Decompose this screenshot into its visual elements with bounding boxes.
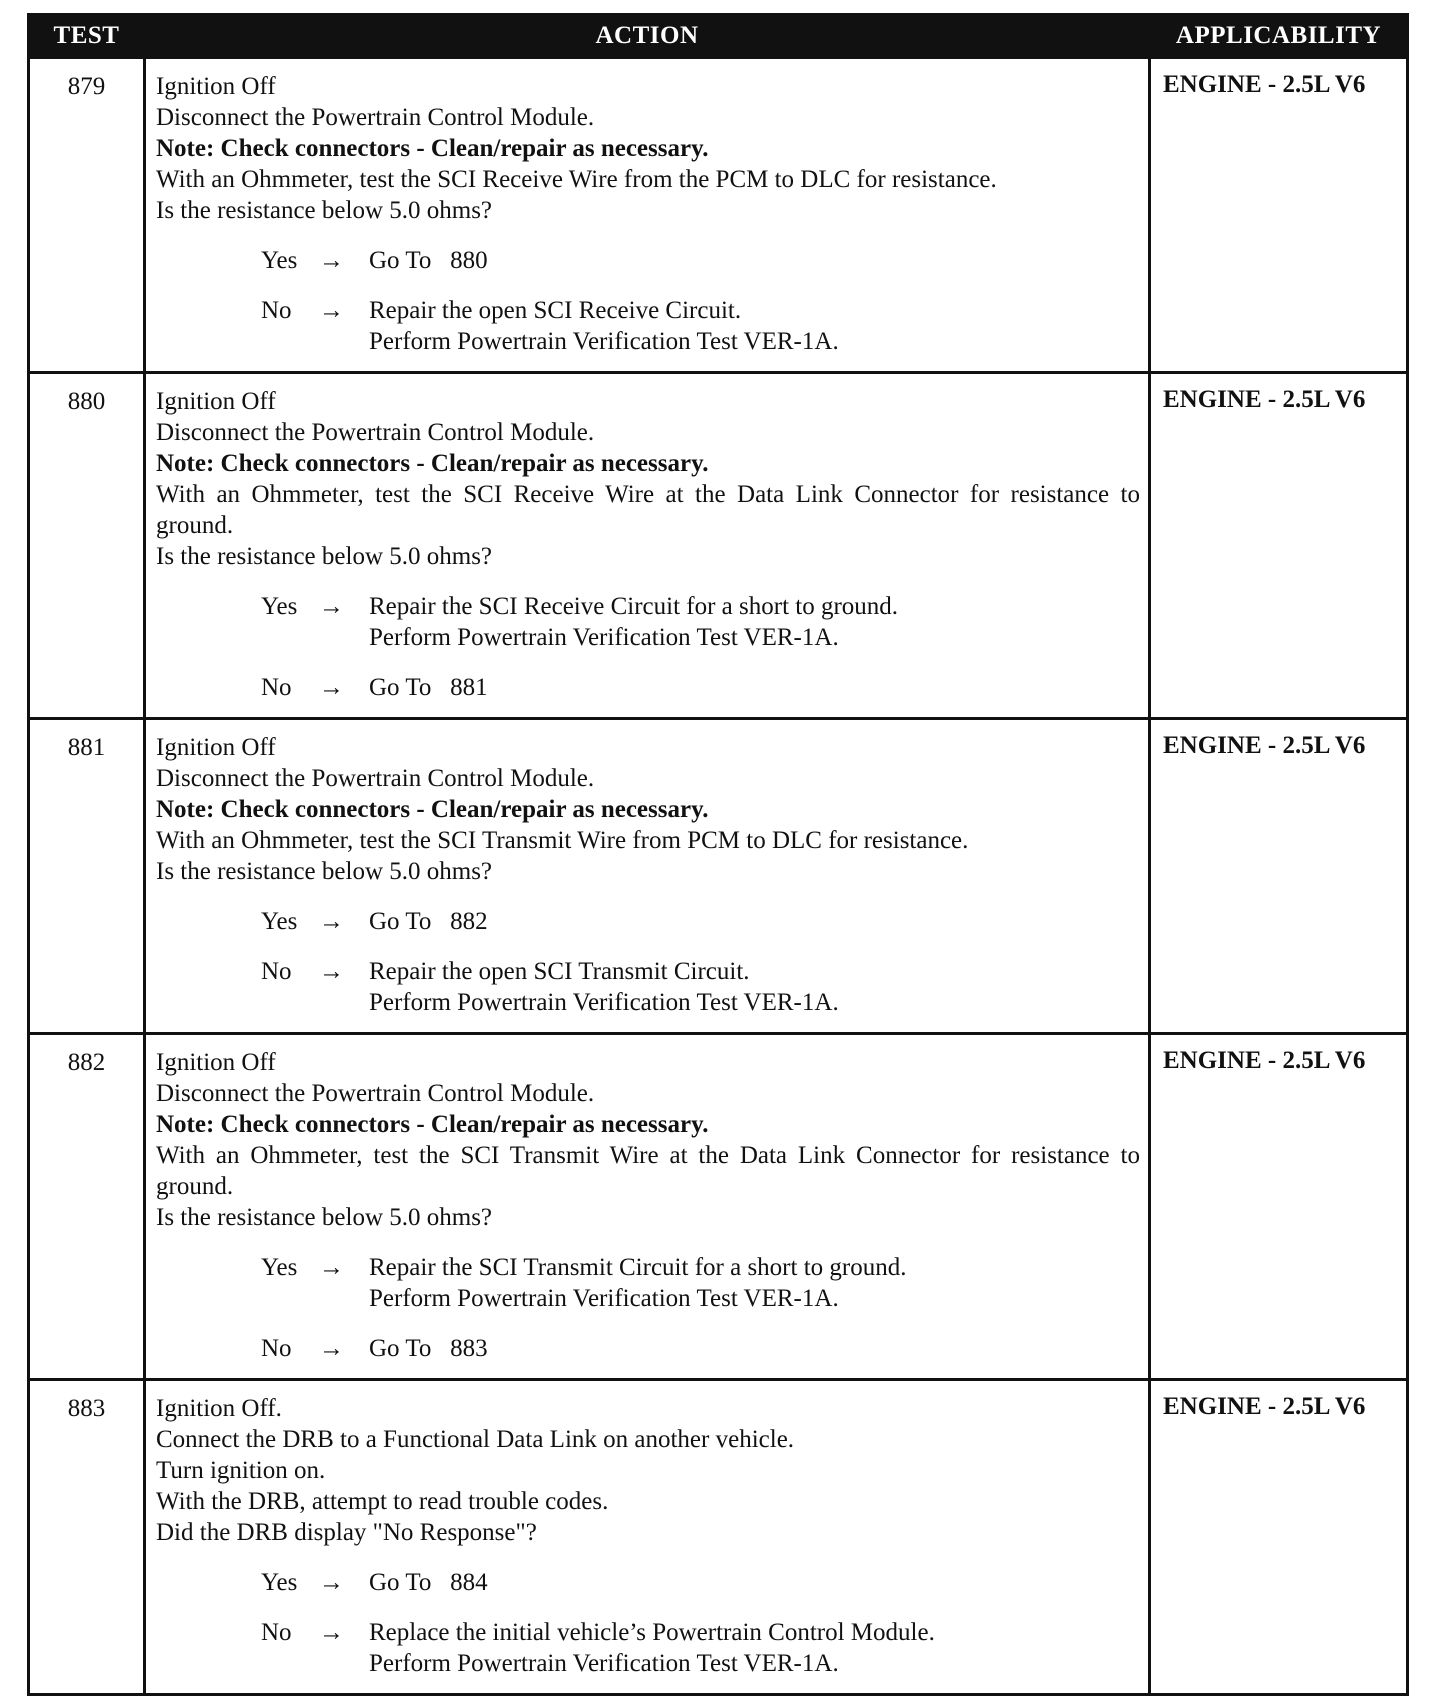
applicability-cell: ENGINE - 2.5L V6 (1150, 719, 1408, 1034)
action-line: Ignition Off (156, 73, 276, 100)
no-label: No (261, 297, 292, 324)
action-cell (145, 1034, 1150, 1380)
result-line: Go To 881 (369, 674, 488, 701)
result-line: Repair the open SCI Transmit Circuit. (369, 958, 750, 985)
action-line: Ignition Off (156, 1049, 276, 1076)
arrow-icon: → (319, 908, 344, 935)
no-result (369, 956, 1140, 1018)
action-line: With an Ohmmeter, test the SCI Transmit Wire at the Data Link Connector for resistance to ground. (156, 1142, 1140, 1200)
yes-result (369, 245, 1140, 276)
yes-branch (261, 1567, 1140, 1598)
no-branch (261, 295, 1140, 357)
result-line: Repair the SCI Transmit Circuit for a short to ground. (369, 1254, 907, 1281)
yes-branch (261, 591, 1140, 653)
yes-label: Yes (261, 1254, 298, 1281)
action-line: Is the resistance below 5.0 ohms? (156, 1204, 493, 1231)
yes-result (369, 1252, 1140, 1314)
action-line: Disconnect the Powertrain Control Module. (156, 1080, 595, 1107)
action-line: Ignition Off (156, 388, 276, 415)
action-line: Is the resistance below 5.0 ohms? (156, 543, 493, 570)
action-cell (145, 58, 1150, 373)
action-line: Ignition Off. (156, 1395, 282, 1422)
no-label: No (261, 1335, 292, 1362)
action-line: Is the resistance below 5.0 ohms? (156, 197, 493, 224)
action-line: With an Ohmmeter, test the SCI Receive Wire from the PCM to DLC for resistance. (156, 166, 997, 193)
action-note: Note: Check connectors - Clean/repair as necessary. (156, 796, 709, 823)
no-branch (261, 1333, 1140, 1364)
action-line: Disconnect the Powertrain Control Module. (156, 765, 595, 792)
no-label: No (261, 958, 292, 985)
yes-branch (261, 245, 1140, 276)
yes-result (369, 1567, 1140, 1598)
test-number: 880 (29, 373, 145, 719)
result-line: Perform Powertrain Verification Test VER-1A. (369, 989, 839, 1016)
no-label: No (261, 1619, 292, 1646)
header-test: TEST (29, 15, 145, 58)
table-header-row (29, 15, 1408, 58)
arrow-icon: → (319, 958, 344, 985)
action-line: Disconnect the Powertrain Control Module. (156, 419, 595, 446)
result-line: Go To 882 (369, 908, 488, 935)
table-row (29, 719, 1408, 1034)
no-branch (261, 1617, 1140, 1679)
action-note: Note: Check connectors - Clean/repair as necessary. (156, 1111, 709, 1138)
action-cell (145, 373, 1150, 719)
result-line: Go To 880 (369, 247, 488, 274)
action-line: Ignition Off (156, 734, 276, 761)
result-line: Go To 883 (369, 1335, 488, 1362)
action-note: Note: Check connectors - Clean/repair as necessary. (156, 135, 709, 162)
yes-label: Yes (261, 908, 298, 935)
table-body (29, 58, 1408, 1695)
table-row (29, 1034, 1408, 1380)
action-line: Did the DRB display "No Response"? (156, 1519, 537, 1546)
no-result (369, 295, 1140, 357)
no-result (369, 672, 1140, 703)
action-line: With an Ohmmeter, test the SCI Receive Wire at the Data Link Connector for resistance to ground. (156, 481, 1140, 539)
table-row (29, 1380, 1408, 1695)
result-line: Go To 884 (369, 1569, 488, 1596)
result-line: Repair the open SCI Receive Circuit. (369, 297, 742, 324)
action-cell (145, 719, 1150, 1034)
arrow-icon: → (319, 593, 344, 620)
result-line: Replace the initial vehicle’s Powertrain Control Module. (369, 1619, 935, 1646)
arrow-icon: → (319, 1335, 344, 1362)
applicability-cell: ENGINE - 2.5L V6 (1150, 373, 1408, 719)
applicability-cell: ENGINE - 2.5L V6 (1150, 1380, 1408, 1695)
action-line: Connect the DRB to a Functional Data Link on another vehicle. (156, 1426, 795, 1453)
arrow-icon: → (319, 297, 344, 324)
result-line: Perform Powertrain Verification Test VER-1A. (369, 1285, 839, 1312)
yes-branch (261, 1252, 1140, 1314)
no-result (369, 1617, 1140, 1679)
arrow-icon: → (319, 674, 344, 701)
test-number: 883 (29, 1380, 145, 1695)
action-line: With an Ohmmeter, test the SCI Transmit Wire from PCM to DLC for resistance. (156, 827, 969, 854)
no-label: No (261, 674, 292, 701)
yes-label: Yes (261, 593, 298, 620)
action-cell (145, 1380, 1150, 1695)
yes-result (369, 591, 1140, 653)
diagnostic-test-table (27, 13, 1409, 1696)
action-note: Note: Check connectors - Clean/repair as necessary. (156, 450, 709, 477)
arrow-icon: → (319, 1619, 344, 1646)
applicability-cell: ENGINE - 2.5L V6 (1150, 58, 1408, 373)
result-line: Perform Powertrain Verification Test VER-1A. (369, 1650, 839, 1677)
test-number: 881 (29, 719, 145, 1034)
yes-result (369, 906, 1140, 937)
arrow-icon: → (319, 247, 344, 274)
no-result (369, 1333, 1140, 1364)
action-line: Turn ignition on. (156, 1457, 326, 1484)
yes-branch (261, 906, 1140, 937)
result-line: Perform Powertrain Verification Test VER-1A. (369, 624, 839, 651)
test-number: 882 (29, 1034, 145, 1380)
yes-label: Yes (261, 1569, 298, 1596)
table-row (29, 58, 1408, 373)
yes-label: Yes (261, 247, 298, 274)
applicability-cell: ENGINE - 2.5L V6 (1150, 1034, 1408, 1380)
test-number: 879 (29, 58, 145, 373)
no-branch (261, 956, 1140, 1018)
no-branch (261, 672, 1140, 703)
table-row (29, 373, 1408, 719)
header-applicability: APPLICABILITY (1150, 15, 1408, 58)
arrow-icon: → (319, 1254, 344, 1281)
arrow-icon: → (319, 1569, 344, 1596)
action-line: Disconnect the Powertrain Control Module. (156, 104, 595, 131)
action-line: With the DRB, attempt to read trouble codes. (156, 1488, 609, 1515)
result-line: Perform Powertrain Verification Test VER-1A. (369, 328, 839, 355)
action-line: Is the resistance below 5.0 ohms? (156, 858, 493, 885)
result-line: Repair the SCI Receive Circuit for a short to ground. (369, 593, 899, 620)
header-action: ACTION (145, 15, 1150, 58)
